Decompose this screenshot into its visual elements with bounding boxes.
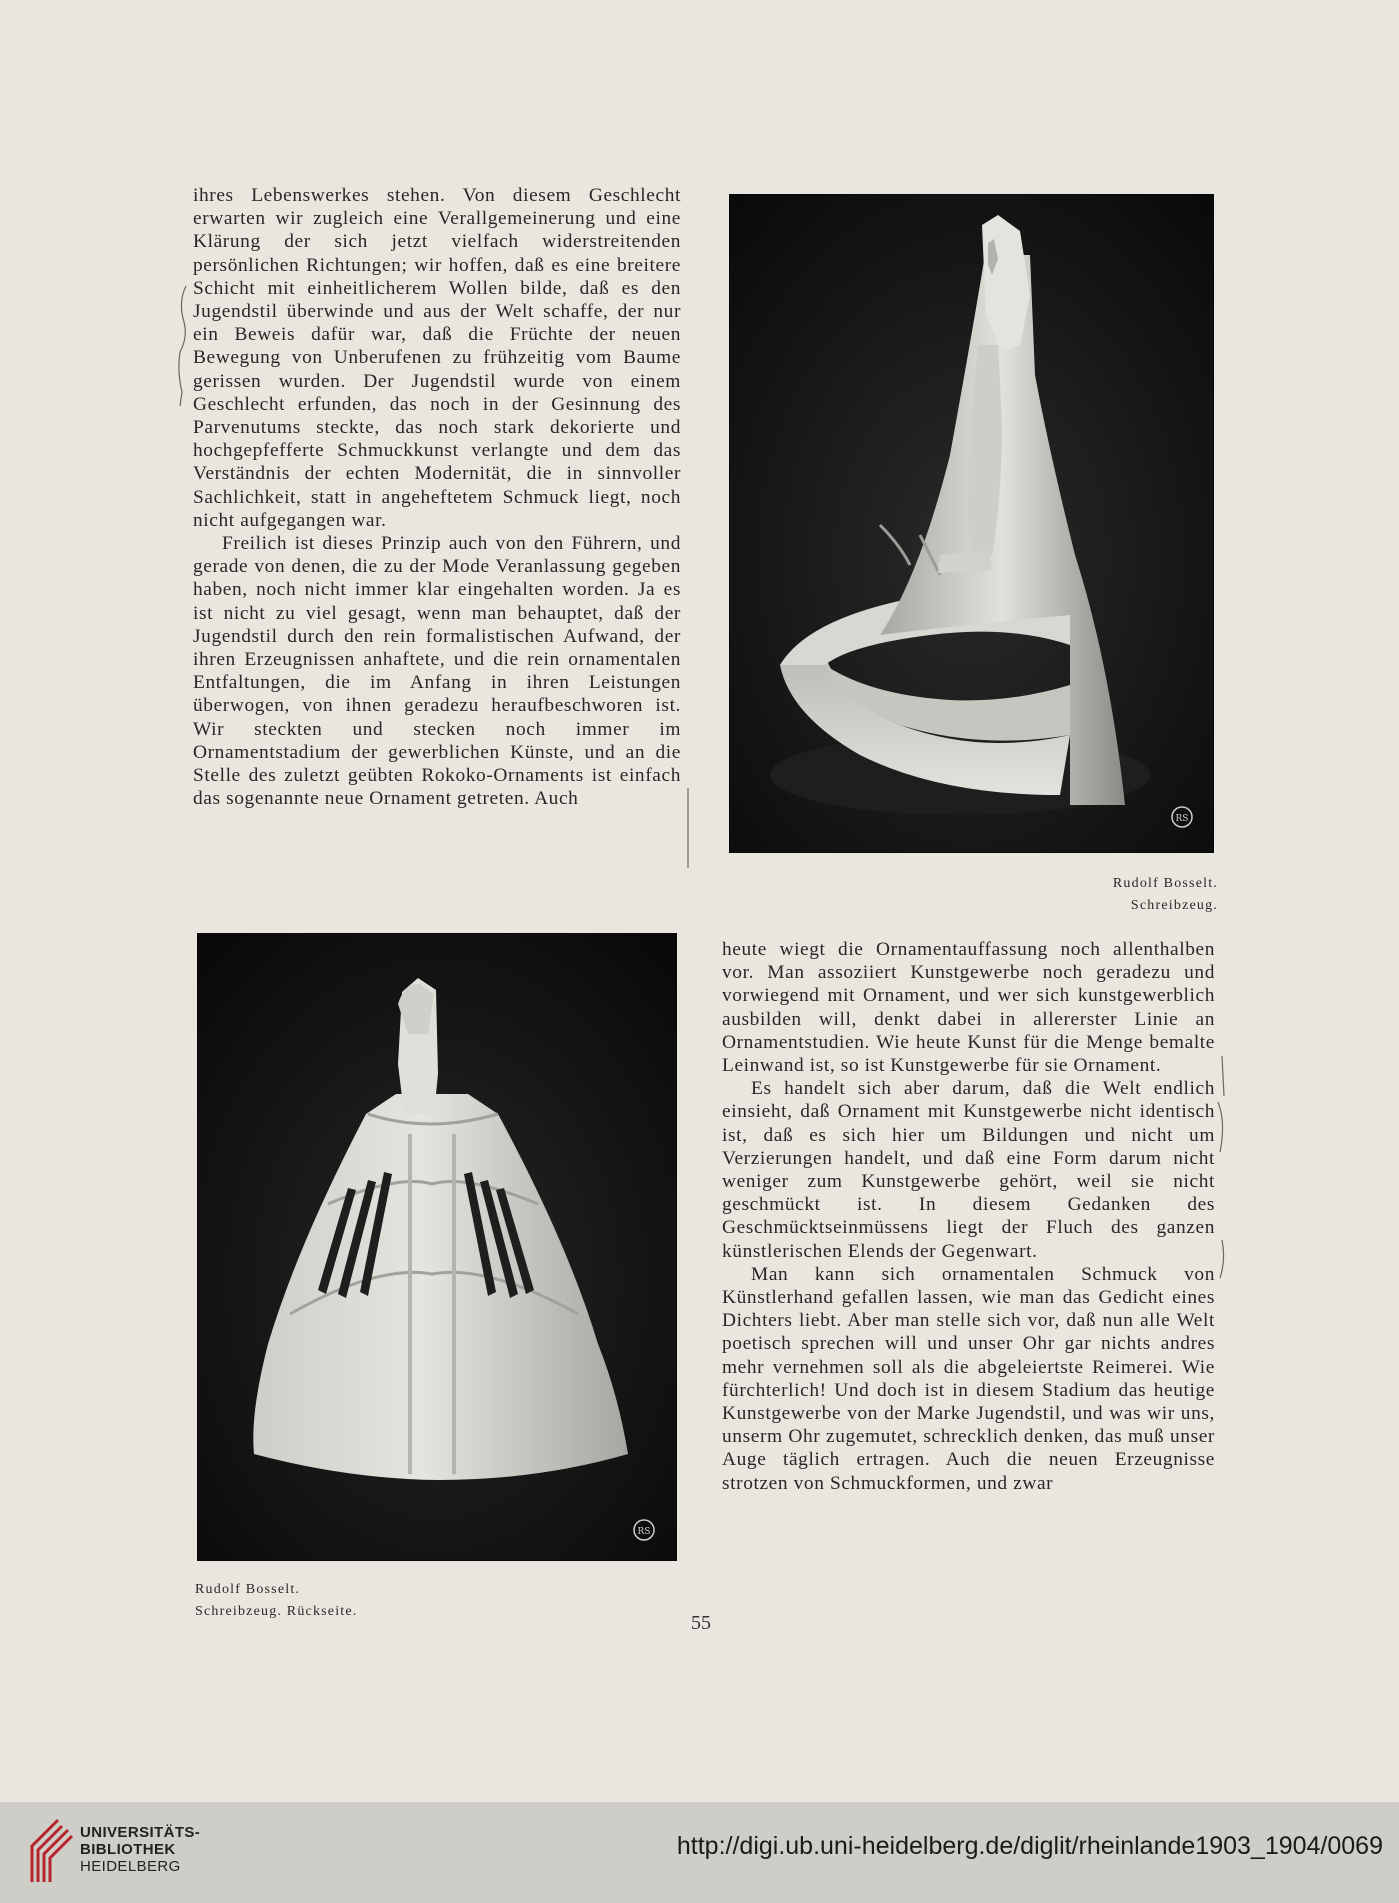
monogram: RS	[1175, 814, 1189, 824]
caption-title: Schreibzeug. Rückseite.	[195, 1604, 358, 1619]
photo-schreibzeug-front	[729, 194, 1214, 853]
caption-top	[1000, 873, 1218, 917]
pencil-margin-mark	[1214, 1052, 1228, 1280]
caption-bottom	[195, 1579, 495, 1623]
monogram: RS	[637, 1527, 651, 1537]
left-text-column	[193, 184, 681, 810]
paragraph: ihres Lebenswerkes stehen. Von diesem Geschlecht erwarten wir zugleich eine Verallgemeinerung und eine Klärung der sich jetzt vielfach widerstreitenden persönlichen Richtungen; wir hoffen, daß es eine breitere Schicht mit einheitlicherem Wollen bilde, daß es den Jugendstil überwinde und aus der Welt schaffe, der nur ein Beweis dafür war, daß die Früchte der neuen Bewegung von Unberufenen zu frühzeitig vom Baume gerissen wurden. Der Jugendstil wurde von einem Geschlecht erfunden, das noch in der Gesinnung des Parvenutums steckte, das noch stark dekorierte und hochgepfefferte Schmuckkunst verlangte und dem das Verständnis der echten Modernität, die in sinnvoller Sachlichkeit, statt in angeheftetem Schmuck liegt, noch nicht aufgegangen war.	[193, 185, 681, 531]
paragraph: Man kann sich ornamentalen Schmuck von Künstlerhand gefallen lassen, wie man das Gedicht eines Dichters liebt. Aber man stelle sich vor, daß nun alle Welt poetisch sprechen will und unser Ohr gar nichts andres mehr vernehmen soll als die abgeleiertste Reimerei. Wie fürchterlich! Und doch ist in diesem Stadium das heutige Kunstgewerbe von der Marke Jugendstil, und was wir uns, unserm Ohr zugemutet, schrecklich denken, das muß unser Auge täglich ertragen. Auch die neuen Erzeugnisse strotzen von Schmuckformen, und zwar	[722, 1263, 1215, 1494]
paragraph: Es handelt sich aber darum, daß die Welt endlich einsieht, daß Ornament mit Kunstgewerbe nicht identisch ist, daß es sich hier um Bildungen und nicht um Verzierungen handelt, und daß eine Form darum nicht weniger zum Kunstgewerbe gehört, weil sie nicht geschmückt ist. In diesem Gedanken des Geschmücktseinmüssens liegt der Fluch des ganzen künstlerischen Elends der Gegenwart.	[722, 1078, 1215, 1262]
paragraph: Freilich ist dieses Prinzip auch von den Führern, und gerade von denen, die zu der Mode Veranlassung gegeben haben, noch nicht immer klar eingehalten worden. Ja es ist nicht zu viel gesagt, wenn man behauptet, daß der Jugendstil durch den rein formalistischen Aufwand, der ihren Erzeugnissen anhaftete, und die rein ornamentalen Entfaltungen, die im Anfang in ihren Leistungen überwogen, von ihnen geradezu heraufbeschworen ist. Wir steckten und stecken noch immer im Ornamentstadium der gewerblichen Künste, und an die Stelle des zuletzt geübten Rokoko-Ornaments ist einfach das sogenannte neue Ornament getreten. Auch	[193, 533, 681, 810]
library-logo-icon	[28, 1816, 74, 1886]
library-line: HEIDELBERG	[80, 1858, 181, 1875]
photo-schreibzeug-back	[197, 933, 677, 1561]
library-line: UNIVERSITÄTS-	[80, 1824, 201, 1841]
library-line: BIBLIOTHEK	[80, 1841, 176, 1858]
source-url-link[interactable]: http://digi.ub.uni-heidelberg.de/diglit/rheinlande1903_1904/0069	[676, 1832, 1383, 1860]
caption-author: Rudolf Bosselt.	[195, 1582, 301, 1597]
caption-title: Schreibzeug.	[1130, 898, 1218, 913]
paragraph: heute wiegt die Ornamentauffassung noch allenthalben vor. Man assoziiert Kunstgewerbe noch geradezu und vorwiegend mit Ornament, und wer sich kunstgewerblich ausbilden will, denkt dabei in allererster Linie an Ornamentstudien. Wie heute Kunst für die Menge bemalte Leinwand ist, so ist Kunstgewerbe für sie Ornament.	[722, 939, 1215, 1077]
pencil-margin-mark	[684, 786, 694, 870]
pencil-margin-mark	[176, 282, 190, 408]
caption-author: Rudolf Bosselt.	[1112, 876, 1218, 891]
library-name	[80, 1824, 200, 1875]
right-text-column	[722, 938, 1215, 1495]
page-number: 55	[691, 1612, 711, 1634]
